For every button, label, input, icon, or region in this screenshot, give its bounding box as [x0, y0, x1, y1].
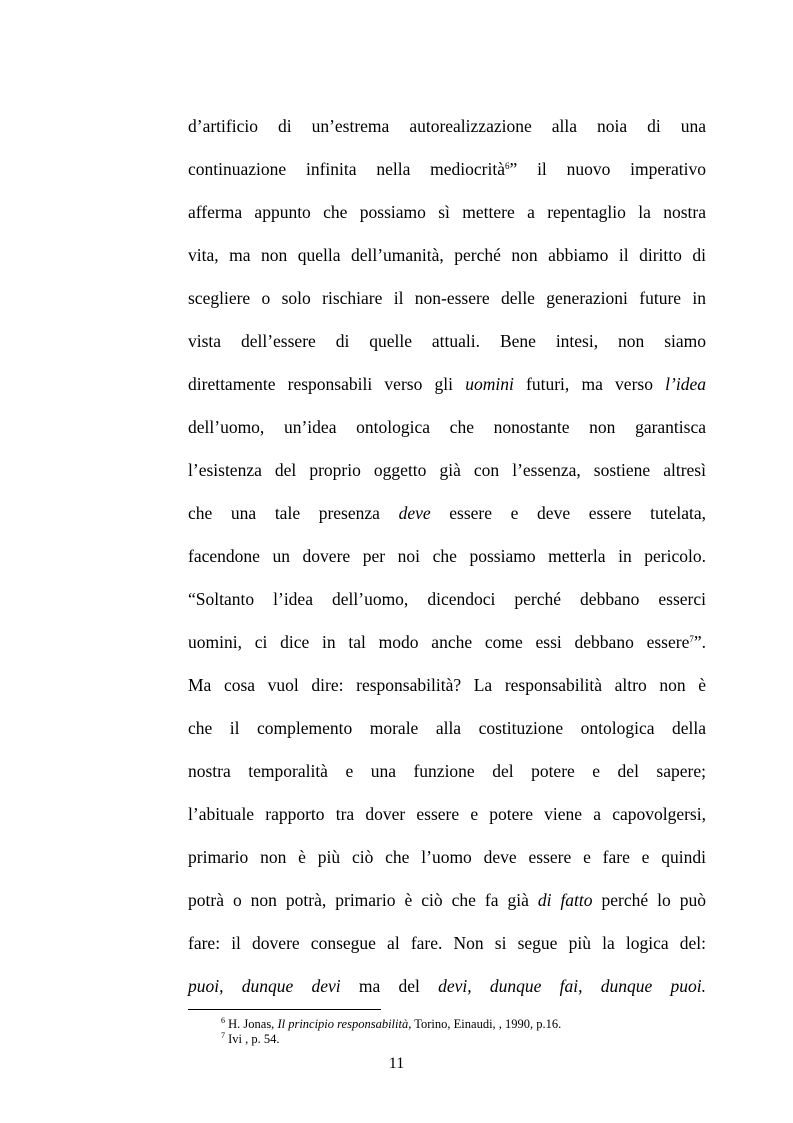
- text-line: [188, 157, 706, 181]
- text-line: [188, 372, 706, 396]
- text-run: fare: il dovere consegue al fare. Non si segue più la logica del:: [188, 933, 706, 953]
- text-line: [188, 931, 706, 955]
- text-run: vista dell’essere di quelle attuali. Bene intesi, non siamo: [188, 331, 706, 351]
- text-run: continuazione infinita nella mediocrità: [188, 159, 505, 179]
- text-run: l’abituale rapporto tra dover essere e potere viene a capovolgersi,: [188, 804, 706, 824]
- text-run: facendone un dovere per noi che possiamo metterla in pericolo.: [188, 546, 706, 566]
- text-line: [188, 114, 706, 138]
- text-line: [188, 630, 706, 654]
- italic-run: puoi, dunque devi: [188, 976, 341, 996]
- italic-run: uomini: [465, 374, 514, 394]
- text-run: uomini, ci dice in tal modo anche come essi debbano essere: [188, 632, 690, 652]
- italic-run: deve: [398, 503, 431, 523]
- text-line: [188, 845, 706, 869]
- text-run: Ivi , p. 54.: [225, 1032, 280, 1046]
- text-run: ” il nuovo imperativo: [509, 159, 706, 179]
- text-line: [188, 544, 706, 568]
- page-number: 11: [388, 1055, 405, 1072]
- footnote-ref: 6: [221, 1016, 225, 1025]
- italic-run: Il principio responsabilità,: [277, 1017, 412, 1031]
- text-line: [188, 673, 706, 697]
- footnote-ref: 7: [689, 634, 694, 644]
- text-run: l’esistenza del proprio oggetto già con l’essenza, sostiene altresì: [188, 460, 706, 480]
- footnote: [221, 1016, 561, 1032]
- text-line: [188, 802, 706, 826]
- text-run: ma del: [340, 976, 439, 996]
- text-run: vita, ma non quella dell’umanità, perché non abbiamo il diritto di: [188, 245, 706, 265]
- text-run: dell’uomo, un’idea ontologica che nonostante non garantisca: [188, 417, 706, 437]
- text-run: primario non è più ciò che l’uomo deve essere e fare e quindi: [188, 847, 706, 867]
- footnote: [221, 1031, 280, 1047]
- text-run: “Soltanto l’idea dell’uomo, dicendoci perché debbano esserci: [188, 589, 706, 609]
- text-run: perché lo può: [592, 890, 706, 910]
- text-line: [188, 200, 706, 224]
- text-line: [188, 587, 706, 611]
- text-line: [188, 716, 706, 740]
- text-run: ”.: [693, 632, 706, 652]
- text-line: [188, 501, 706, 525]
- text-run: potrà o non potrà, primario è ciò che fa già: [188, 890, 538, 910]
- text-run: afferma appunto che possiamo sì mettere a repentaglio la nostra: [188, 202, 706, 222]
- text-line: [188, 415, 706, 439]
- text-line: [188, 759, 706, 783]
- text-run: direttamente responsabili verso gli: [188, 374, 466, 394]
- text-run: essere e deve essere tutelata,: [430, 503, 706, 523]
- text-run: d’artificio di un’estrema autorealizzazione alla noia di una: [188, 116, 706, 136]
- italic-run: di fatto: [537, 890, 593, 910]
- footnote-ref: 6: [504, 161, 510, 171]
- italic-run: l’idea: [665, 374, 706, 394]
- text-run: Torino, Einaudi, , 1990, p.16.: [411, 1017, 562, 1031]
- footnote-ref: 7: [221, 1031, 225, 1040]
- text-line: [188, 243, 706, 267]
- text-line: [188, 888, 706, 912]
- text-line: [188, 974, 706, 998]
- text-run: Ma cosa vuol dire: responsabilità? La responsabilità altro non è: [188, 675, 706, 695]
- text-run: che il complemento morale alla costituzione ontologica della: [188, 718, 706, 738]
- footnote-separator: [188, 1009, 381, 1010]
- text-line: [188, 329, 706, 353]
- text-line: [188, 458, 706, 482]
- italic-run: devi, dunque fai, dunque puoi.: [438, 976, 706, 996]
- text-run: scegliere o solo rischiare il non-essere delle generazioni future in: [188, 288, 706, 308]
- text-line: [188, 286, 706, 310]
- text-run: nostra temporalità e una funzione del potere e del sapere;: [188, 761, 706, 781]
- text-run: H. Jonas,: [225, 1017, 278, 1031]
- text-run: futuri, ma verso: [513, 374, 666, 394]
- text-run: che una tale presenza: [188, 503, 399, 523]
